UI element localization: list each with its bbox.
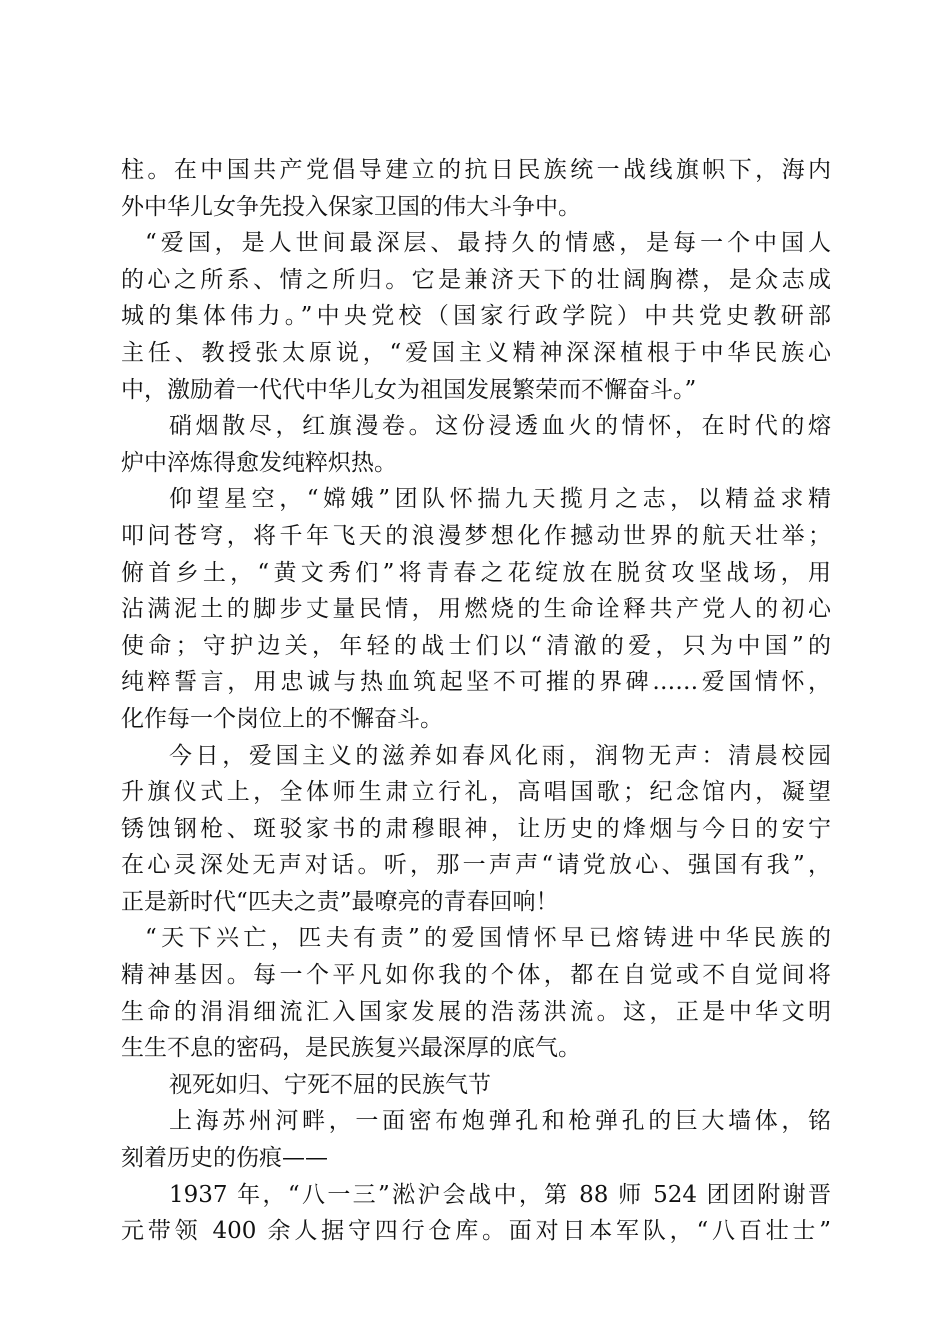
section-heading: 视死如归、宁死不屈的民族气节 [169,1071,491,1098]
para-sihang-warehouse [121,1177,831,1250]
para-stars-and-soil [121,481,831,737]
para-suzhou-creek [121,1103,831,1176]
text-line: 生生不息的密码，是民族复兴最深厚的底气。 [121,1035,581,1062]
text-line: 城的集体伟力。”中央党校（国家行政学院）中共党史教研部 [121,303,831,330]
text-line: 精神基因。每一个平凡如你我的个体，都在自觉或不自觉间将 [121,962,831,989]
text-line: 化作每一个岗位上的不懈奋斗。 [121,705,443,732]
text-line: “爱国，是人世间最深层、最持久的情感，是每一个中国人 [145,230,831,257]
para-smoke-cleared [121,408,831,481]
text-line: 柱。在中国共产党倡导建立的抗日民族统一战线旗帜下，海内 [121,157,831,183]
text-line: 炉中淬炼得愈发纯粹炽热。 [121,449,397,476]
para-united-front [121,152,831,225]
text-line: 主任、教授张太原说，“爱国主义精神深深植根于中华民族心 [121,339,831,366]
body-text [121,152,831,1250]
text-line: 在心灵深处无声对话。听，那一声声“请党放心、强国有我”， [121,852,831,879]
text-line: 正是新时代“匹夫之责”最嘹亮的青春回响！ [121,888,559,915]
text-line: 中，激励着一代代中华儿女为祖国发展繁荣而不懈奋斗。” [121,376,697,403]
text-line: 叩问苍穹，将千年飞天的浪漫梦想化作撼动世界的航天壮举； [121,522,831,549]
text-line: 1937 年，“八一三”淞沪会战中，第 88 师 524 团团附谢晋 [169,1181,831,1208]
text-line: 的心之所系、情之所归。它是兼济天下的壮阔胸襟，是众志成 [121,266,831,293]
text-line: 纯粹誓言，用忠诚与热血筑起坚不可摧的界碑……爱国情怀， [121,669,831,696]
text-line: 上海苏州河畔，一面密布炮弹孔和枪弹孔的巨大墙体，铭 [169,1108,831,1135]
text-line: 外中华儿女争先投入保家卫国的伟大斗争中。 [121,193,581,220]
para-quote-zhang-taiyuan [121,225,831,408]
text-line: 元带领 400 余人据守四行仓库。面对日本军队，“八百壮士” [121,1218,831,1245]
text-line: 俯首乡土，“黄文秀们”将青春之花绽放在脱贫攻坚战场，用 [121,559,831,586]
text-line: 生命的涓涓细流汇入国家发展的浩荡洪流。这，正是中华文明 [121,998,831,1025]
text-line: 硝烟散尽，红旗漫卷。这份浸透血火的情怀，在时代的熔 [169,413,831,440]
text-line: 仰望星空，“嫦娥”团队怀揣九天揽月之志，以精益求精 [169,486,831,513]
text-line: 沾满泥土的脚步丈量民情，用燃烧的生命诠释共产党人的初心 [121,596,831,623]
text-line: 今日，爱国主义的滋养如春风化雨，润物无声：清晨校园 [169,742,831,769]
section-heading-national-integrity [121,1067,831,1104]
text-line: 锈蚀钢枪、斑驳家书的肃穆眼神，让历史的烽烟与今日的安宁 [121,815,831,842]
text-line: 使命；守护边关，年轻的战士们以“清澈的爱，只为中国”的 [121,632,831,659]
text-line: 刻着历史的伤痕—— [121,1145,328,1172]
text-line: “天下兴亡，匹夫有责”的爱国情怀早已熔铸进中华民族的 [145,925,831,952]
para-today [121,738,831,921]
text-line: 升旗仪式上，全体师生肃立行礼，高唱国歌；纪念馆内，凝望 [121,779,831,806]
para-everyone-responsible [121,920,831,1066]
